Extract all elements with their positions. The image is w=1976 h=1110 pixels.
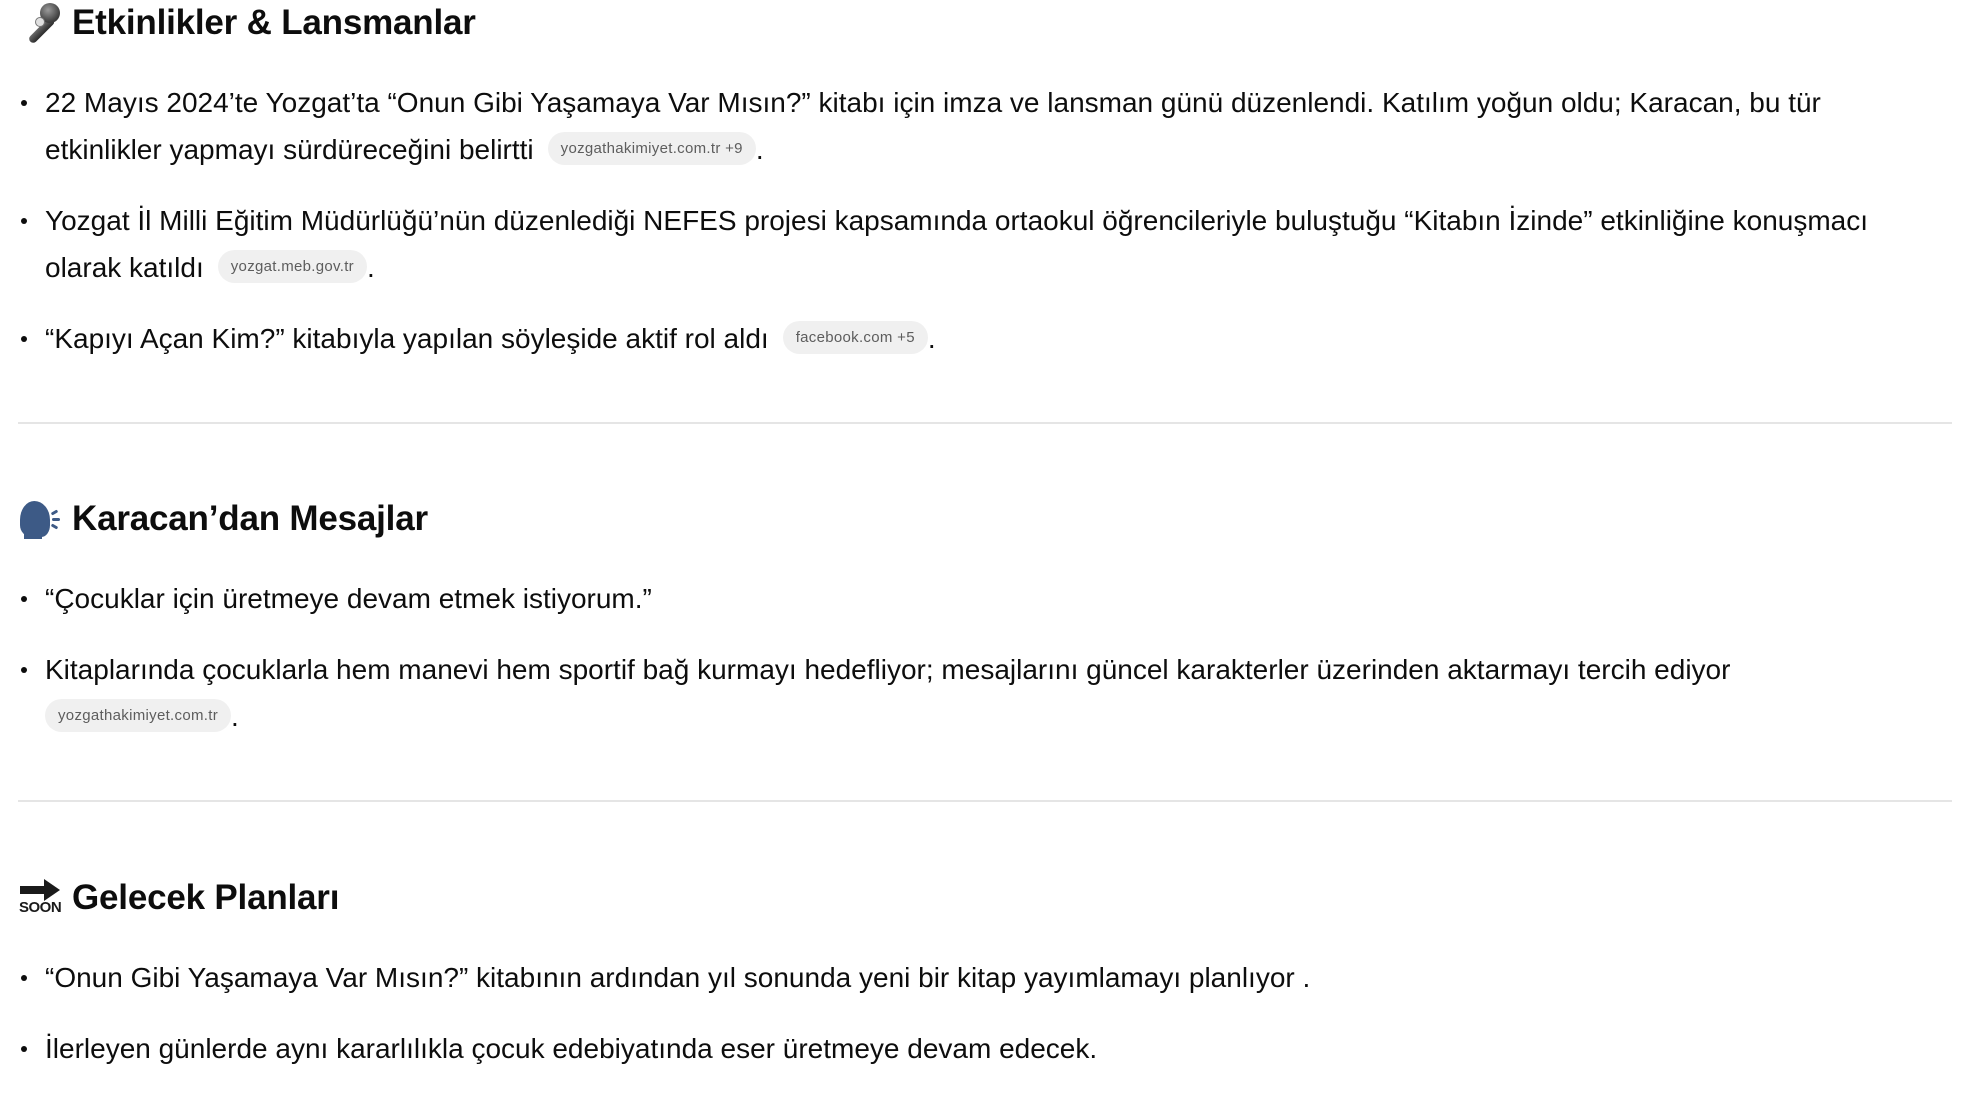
list-item [18, 646, 1935, 740]
bullet-list [18, 79, 1935, 362]
section-heading [18, 0, 1935, 46]
list-item [18, 315, 1935, 362]
list-item [18, 575, 1935, 622]
list-item-text: 22 Mayıs 2024’te Yozgat’ta “Onun Gibi Yaşamaya Var Mısın?” kitabı için imza ve lansman günü düzenlendi. Katılım yoğun oldu; Karacan, bu tür etkinlikler yapmayı sürdüreceğini belirtti [45, 87, 1821, 165]
list-item-text: Kitaplarında çocuklarla hem manevi hem sportif bağ kurmayı hedefliyor; mesajlarını güncel karakterler üzerinden aktarmayı tercih ediyor [45, 654, 1731, 685]
section-divider [18, 800, 1952, 802]
section-divider [18, 422, 1952, 424]
list-item [18, 954, 1935, 1001]
source-chip[interactable]: facebook.com +5 [783, 321, 928, 354]
speaking-head-icon [18, 497, 62, 541]
soon-icon-label: SOON [19, 899, 62, 916]
section-future-plans [18, 875, 1935, 1072]
list-item-text: “Onun Gibi Yaşamaya Var Mısın?” kitabının ardından yıl sonunda yeni bir kitap yayımlamayı planlıyor . [45, 962, 1311, 993]
list-item-suffix: . [927, 323, 936, 354]
section-messages [18, 496, 1935, 740]
list-item-suffix: . [230, 701, 239, 732]
source-chip[interactable]: yozgathakimiyet.com.tr +9 [548, 132, 756, 165]
soon-arrow-icon [18, 876, 62, 920]
section-events [18, 0, 1935, 362]
source-chip[interactable]: yozgathakimiyet.com.tr [45, 699, 231, 732]
section-heading-text: Etkinlikler & Lansmanlar [72, 3, 476, 42]
bullet-list [18, 575, 1935, 740]
list-item-text: “Çocuklar için üretmeye devam etmek istiyorum.” [45, 583, 652, 614]
list-item-text: Yozgat İl Milli Eğitim Müdürlüğü’nün düzenlediği NEFES projesi kapsamında ortaokul öğrencileriyle buluştuğu “Kitabın İzinde” etkinliğine konuşmacı olarak katıldı [45, 205, 1869, 283]
list-item [18, 79, 1935, 173]
source-chip[interactable]: yozgat.meb.gov.tr [218, 250, 367, 283]
section-heading [18, 496, 1935, 542]
section-heading [18, 875, 1935, 921]
list-item [18, 197, 1935, 291]
list-item-suffix: . [755, 134, 764, 165]
list-item [18, 1025, 1935, 1072]
section-heading-text: Karacan’dan Mesajlar [72, 499, 428, 538]
list-item-suffix: . [366, 252, 375, 283]
microphone-icon [18, 1, 62, 45]
list-item-text: İlerleyen günlerde aynı kararlılıkla çocuk edebiyatında eser üretmeye devam edecek. [45, 1033, 1098, 1064]
list-item-text: “Kapıyı Açan Kim?” kitabıyla yapılan söyleşide aktif rol aldı [45, 323, 769, 354]
bullet-list [18, 954, 1935, 1072]
section-heading-text: Gelecek Planları [72, 878, 340, 917]
